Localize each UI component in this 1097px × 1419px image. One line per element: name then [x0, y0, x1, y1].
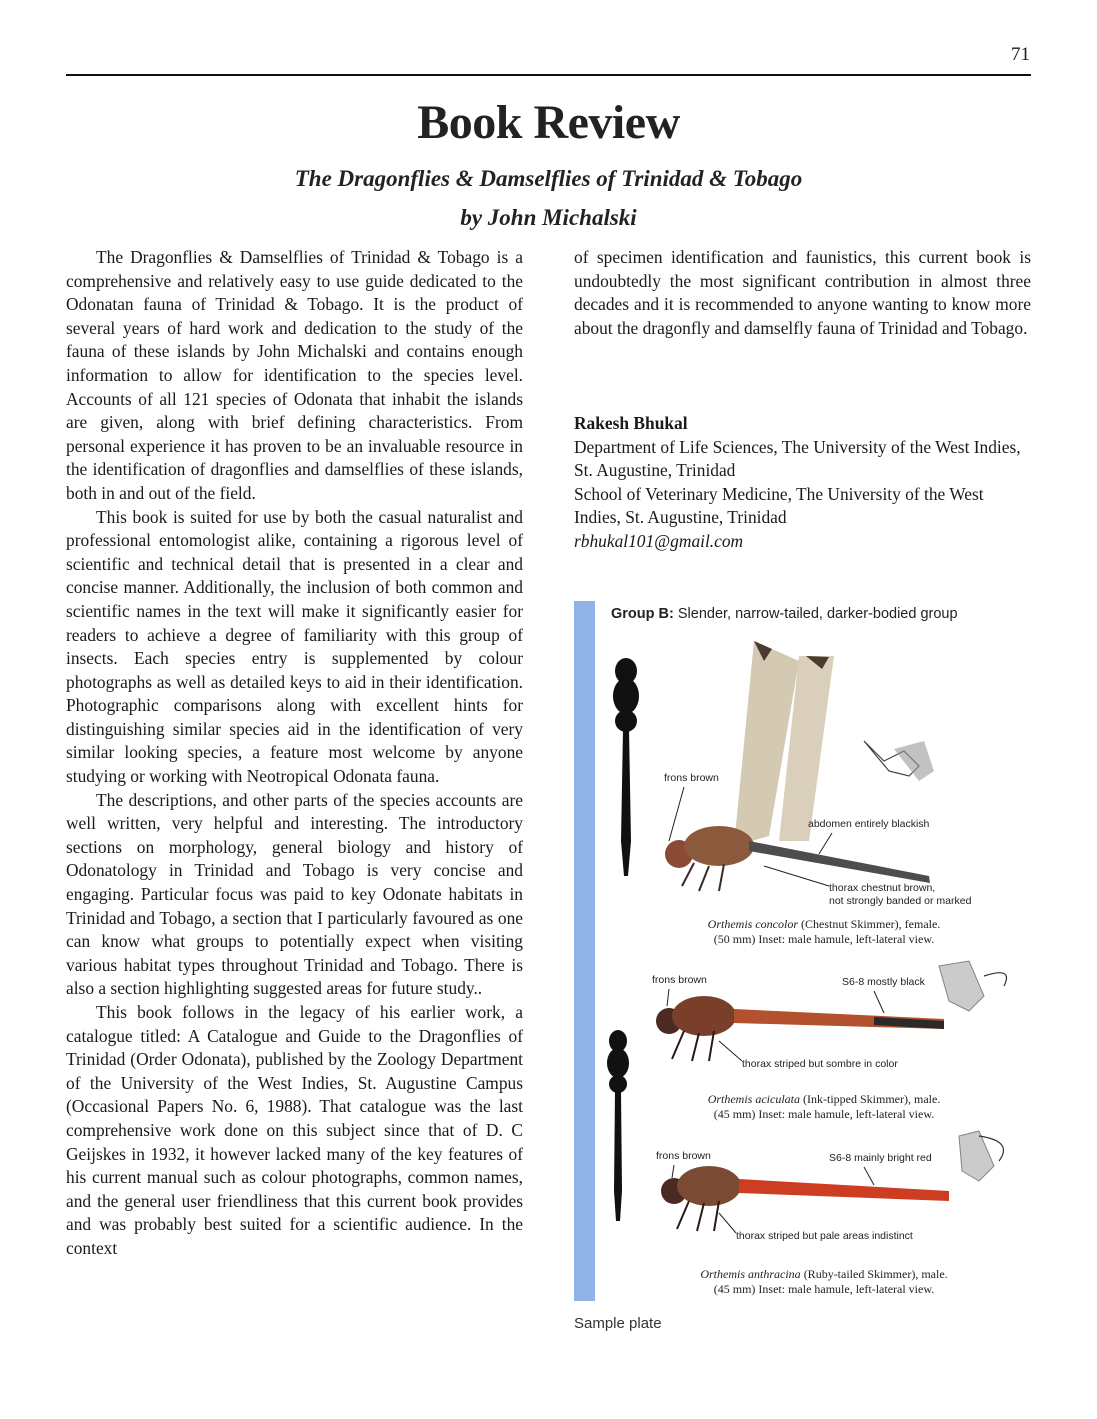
paragraph: This book is suited for use by both the casual naturalist and professional entomologist alike, containing a rigorous level of scientific and technical detail that is presented in a clear and concise manner. Additionally, the inclusion of both common and scientific names in the text will make it significantly easier for readers to achieve a degree of familiarity with this group of insects. Each species entry is supplemented by colour photographs as well as detailed keys to aid in their identification. Photographic comparisons along with excellent hints for distinguishing similar species aid in the identification of very similar looking species, a feature most welcome by anyone studying or working with Neotropical Odonata fauna.: [66, 506, 523, 787]
annotation-label: frons brown: [664, 772, 719, 784]
annotation-label: frons brown: [652, 974, 707, 986]
author-name: Rakesh Bhukal: [574, 413, 688, 433]
silhouette-icon: [607, 1030, 629, 1221]
dragonfly-illustration: [665, 641, 934, 891]
paragraph: The descriptions, and other parts of the species accounts are well written, very helpful and interesting. The introductory sections on morphology, general biology and history of Odonatology in Trinidad and Tobago is very concise and engaging. Particular focus was paid to key Odonate habitats in Trinidad and Tobago, a section that I particularly favoured as one can know what groups to potentially expect when visiting various habitat types throughout Trinidad and Tobago. There is also a section highlighting suggested areas for future study..: [66, 789, 523, 999]
dragonfly-illustration: [661, 1131, 1004, 1231]
annotation-label: thorax chestnut brown,: [829, 882, 936, 894]
figure-caption: Sample plate: [574, 1315, 662, 1332]
book-title: The Dragonflies & Damselflies of Trinidad & Tobago: [294, 166, 803, 191]
annotation-label: thorax striped but pale areas indistinct: [736, 1230, 913, 1242]
figure-heading: Group B: Slender, narrow-tailed, darker-bodied group: [611, 606, 958, 622]
paragraph: The Dragonflies & Damselflies of Trinidad & Tobago is a comprehensive and relatively easy to use guide dedicated to the Odonatan fauna of Trinidad & Tobago. It is the product of several years of hard work and dedication to the study of the fauna of these islands by John Michalski and contains enough information to allow for identification to the species level. Accounts of all 121 species of Odonata that inhabit the islands are given, along with brief defining characteristics. From personal experience it has proven to be an invaluable resource in the identification of dragonflies and damselflies of these islands, both in and out of the field.: [66, 247, 523, 503]
plate-caption: Orthemis concolor (Chestnut Skimmer), female. (50 mm) Inset: male hamule, left-lateral view.: [707, 917, 941, 946]
plate-caption: Orthemis aciculata (Ink-tipped Skimmer), male. (45 mm) Inset: male hamule, left-lateral view.: [707, 1092, 941, 1121]
paragraph: of specimen identification and faunistics, this current book is undoubtedly the most significant contribution in almost three decades and it is recommended to anyone wanting to know more about the dragonfly and damselfly fauna of Trinidad and Tobago.: [574, 247, 1031, 338]
author-block: [574, 412, 1031, 554]
header-rule: [66, 74, 1031, 76]
annotation-label: not strongly banded or marked: [829, 895, 972, 907]
author-affiliation: Department of Life Sciences, The University of the West Indies, St. Augustine, Trinidad: [574, 436, 1021, 481]
annotation-label: S6-8 mainly bright red: [829, 1152, 932, 1164]
sample-plate-figure: [574, 601, 1031, 1301]
dragonfly-illustration: [656, 961, 1007, 1061]
left-column: [66, 246, 523, 1261]
annotation-label: frons brown: [656, 1150, 711, 1162]
annotation-label: abdomen entirely blackish: [808, 818, 930, 830]
page-title: Book Review: [417, 96, 680, 149]
author-affiliation: School of Veterinary Medicine, The University of the West Indies, St. Augustine, Trinidad: [574, 483, 984, 528]
page-number: 71: [1011, 44, 1030, 65]
annotation-label: S6-8 mostly black: [842, 976, 925, 988]
author-email[interactable]: rbhukal101@gmail.com: [574, 530, 744, 551]
plate-caption: Orthemis anthracina (Ruby-tailed Skimmer), male. (45 mm) Inset: male hamule, left-lateral view.: [700, 1267, 948, 1296]
book-author: by John Michalski: [460, 205, 637, 230]
paragraph: This book follows in the legacy of his earlier work, a catalogue titled: A Catalogue and Guide to the Dragonflies of Trinidad (Order Odonata), published by the Zoology Department of the University of the West Indies, St. Augustine Campus (Occasional Papers No. 6, 1988). That catalogue was the last comprehensive work done on this subject since that of D. C Geijskes in 1932, it however lacked many of the key features of his current manual such as colour photographs, common names, and the general user friendliness that this current book provides and was probably best suited for a scientific audience. In the context: [66, 1002, 523, 1258]
right-column: [574, 246, 1031, 340]
plate-illustrations: [574, 601, 1031, 1301]
annotation-label: thorax striped but sombre in color: [742, 1058, 898, 1070]
silhouette-icon: [613, 658, 639, 876]
